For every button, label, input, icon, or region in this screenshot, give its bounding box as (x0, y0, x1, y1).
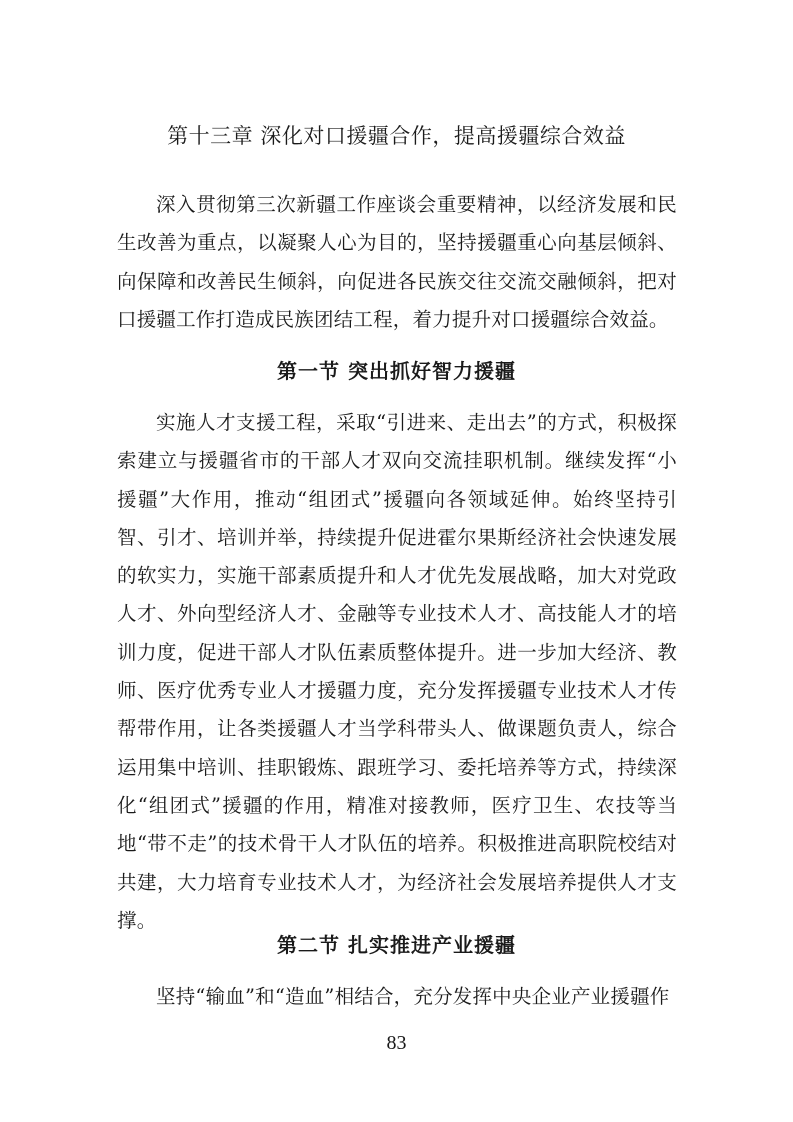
section-1-paragraph: 实施人才支援工程，采取“引进来、走出去”的方式，积极探索建立与援疆省市的干部人才双向交流挂职机制。继续发挥“小援疆”大作用，推动“组团式”援疆向各领域延伸。始终坚持引智、引才、培训并举，持续提升促进霍尔果斯经济社会快速发展的软实力，实施干部素质提升和人才优先发展战略，加大对党政人才、外向型经济人才、金融等专业技术人才、高技能人才的培训力度，促进干部人才队伍素质整体提升。进一步加大经济、教师、医疗优秀专业人才援疆力度，充分发挥援疆专业技术人才传帮带作用，让各类援疆人才当学科带头人、做课题负责人，综合运用集中培训、挂职锻炼、跟班学习、委托培养等方式，持续深化“组团式”援疆的作用，精准对接教师，医疗卫生、农技等当地“带不走”的技术骨干人才队伍的培养。积极推进高职院校结对共建，大力培育专业技术人才，为经济社会发展培养提供人才支撑。 (117, 411, 677, 932)
section-2-paragraph: 坚持“输血”和“造血”相结合，充分发挥中央企业产业援疆作 (156, 985, 670, 1008)
section-title-1: 第一节 突出抓好智力援疆 (277, 359, 516, 383)
chapter-title: 第十三章 深化对口援疆合作，提高援疆综合效益 (167, 124, 626, 148)
section-title-2: 第二节 扎实推进产业援疆 (277, 933, 516, 957)
page-number: 83 (386, 1032, 407, 1054)
intro-paragraph: 深入贯彻第三次新疆工作座谈会重要精神，以经济发展和民生改善为重点，以凝聚人心为目的，坚持援疆重心向基层倾斜、向保障和改善民生倾斜，向促进各民族交往交流交融倾斜，把对口援疆工作打造成民族团结工程，着力提升对口援疆综合效益。 (117, 193, 677, 331)
